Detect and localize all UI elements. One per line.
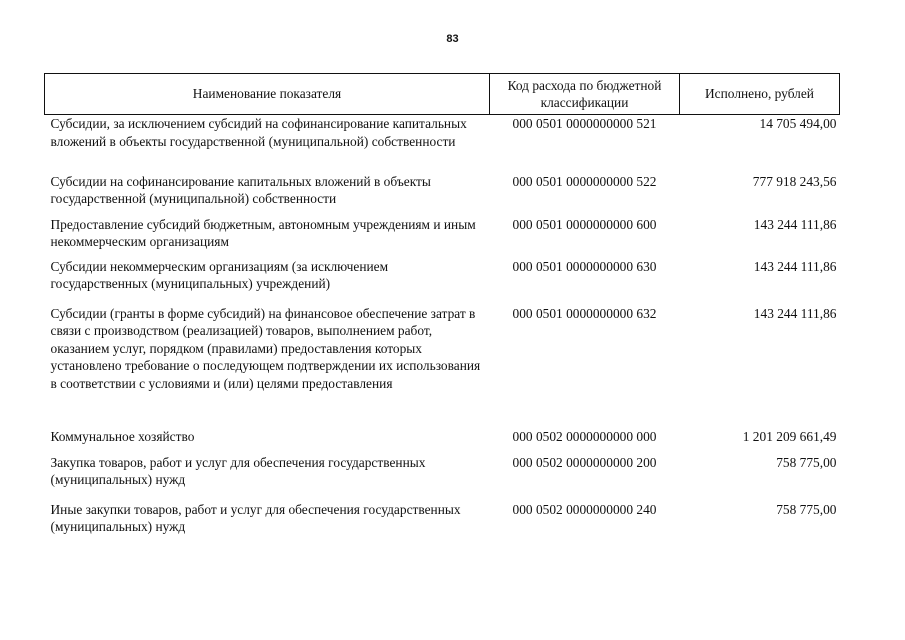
indicator-name: Закупка товаров, работ и услуг для обеспечения государственных (муниципальных) нужд <box>50 454 426 487</box>
expense-code: 000 0502 0000000000 200 <box>512 454 657 470</box>
indicator-name: Коммунальное хозяйство <box>50 428 195 444</box>
executed-amount: 1 201 209 661,49 <box>742 428 837 444</box>
indicator-name: Предоставление субсидий бюджетным, автономным учреждениям и иным некоммерческим организациям <box>50 216 476 249</box>
table-row <box>45 428 840 454</box>
indicator-name: Субсидии некоммерческим организациям (за исключением государственных (муниципальных) учреждений) <box>50 258 389 291</box>
table-row <box>45 115 840 173</box>
expense-code: 000 0501 0000000000 522 <box>512 173 657 189</box>
indicator-name: Субсидии на софинансирование капитальных вложений в объекты государственной (муниципальной) собственности <box>50 173 431 206</box>
executed-amount: 14 705 494,00 <box>759 116 837 131</box>
indicator-name: Субсидии (гранты в форме субсидий) на финансовое обеспечение затрат в связи с производством (реализацией) товаров, выполнением работ, оказанием услуг, порядком (правилами) предоставления которых установлено требование о последующем подтверждении их использования в соответствии с условиями и (или) целями предоставления <box>50 305 481 391</box>
executed-amount: 758 775,00 <box>776 454 837 470</box>
header-indicator-name: Наименование показателя <box>45 74 490 115</box>
expense-code: 000 0501 0000000000 521 <box>512 116 657 131</box>
expense-code: 000 0501 0000000000 630 <box>512 258 657 274</box>
table-row <box>45 454 840 501</box>
executed-amount: 143 244 111,86 <box>753 216 837 232</box>
indicator-name: Субсидии, за исключением субсидий на софинансирование капитальных вложений в объекты государственной (муниципальной) собственности <box>50 116 467 149</box>
table-row <box>45 216 840 258</box>
executed-amount: 777 918 243,56 <box>752 173 837 189</box>
executed-amount: 143 244 111,86 <box>753 305 837 321</box>
executed-amount: 758 775,00 <box>776 501 837 517</box>
table-row <box>45 305 840 428</box>
header-executed-amount: Исполнено, рублей <box>680 74 840 115</box>
page-number: 83 <box>446 33 459 45</box>
table-row <box>45 258 840 305</box>
table-row <box>45 501 840 541</box>
header-expense-code: Код расхода по бюджетной классификации <box>490 74 680 115</box>
expense-code: 000 0501 0000000000 632 <box>512 305 657 321</box>
table-header-row <box>45 74 840 115</box>
executed-amount: 143 244 111,86 <box>753 258 837 274</box>
table-row <box>45 173 840 216</box>
expense-code: 000 0502 0000000000 240 <box>512 501 657 517</box>
expense-code: 000 0501 0000000000 600 <box>512 216 657 232</box>
indicator-name: Иные закупки товаров, работ и услуг для обеспечения государственных (муниципальных) нужд <box>50 501 461 534</box>
expense-code: 000 0502 0000000000 000 <box>512 428 657 444</box>
budget-report-table <box>44 73 840 541</box>
